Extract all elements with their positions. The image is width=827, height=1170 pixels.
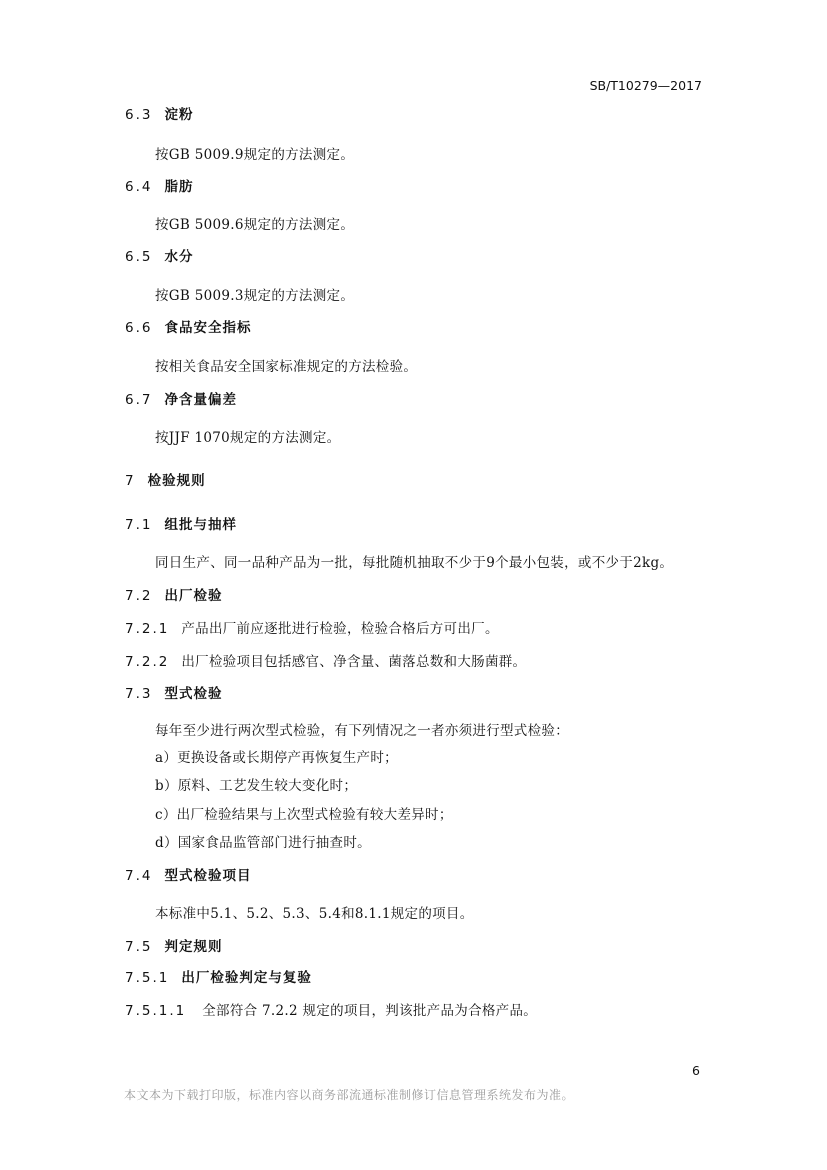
clause-7-2-1 (125, 617, 499, 637)
section-number: 7.5.1 (125, 970, 170, 986)
list-item: d）国家食品监管部门进行抽查时。 (155, 835, 371, 851)
heading-7-5-1 (125, 966, 312, 986)
section-number: 6.3 (125, 107, 153, 123)
section-title: 型式检验 (164, 686, 223, 702)
section-title: 组批与抽样 (164, 517, 237, 533)
section-number: 6.7 (125, 392, 153, 408)
paragraph-6-6: 按相关食品安全国家标准规定的方法检验。 (155, 359, 418, 375)
section-number: 7.2 (125, 588, 153, 604)
section-title: 脂肪 (164, 179, 194, 195)
section-number: 6.5 (125, 249, 153, 265)
section-title: 食品安全指标 (164, 320, 252, 336)
clause-number: 7.5.1.1 (125, 1003, 187, 1019)
section-title: 水分 (164, 249, 194, 265)
list-item: b）原料、工艺发生较大变化时； (155, 778, 358, 794)
standard-code: SB/T10279—2017 (589, 78, 702, 93)
heading-6-3 (125, 103, 193, 123)
section-title: 出厂检验 (164, 588, 223, 604)
section-title: 淀粉 (164, 107, 194, 123)
clause-text: 出厂检验项目包括感官、净含量、菌落总数和大肠菌群。 (181, 654, 527, 670)
heading-7-2 (125, 584, 222, 604)
clause-text: 产品出厂前应逐批进行检验，检验合格后方可出厂。 (181, 621, 499, 637)
heading-7-5 (125, 935, 222, 955)
section-title: 净含量偏差 (164, 392, 237, 408)
paragraph-6-7: 按JJF 1070规定的方法测定。 (155, 430, 341, 446)
clause-number: 7.2.2 (125, 654, 170, 670)
page-number: 6 (692, 1063, 700, 1078)
chapter-number: 7 (125, 473, 134, 489)
paragraph-7-3: 每年至少进行两次型式检验，有下列情况之一者亦须进行型式检验： (155, 723, 569, 739)
clause-7-2-2 (125, 650, 526, 670)
heading-7-1 (125, 513, 237, 533)
paragraph-6-4: 按GB 5009.6规定的方法测定。 (155, 217, 355, 233)
section-title: 型式检验项目 (164, 868, 252, 884)
section-title: 判定规则 (164, 939, 223, 955)
list-item: a）更换设备或长期停产再恢复生产时； (155, 750, 398, 766)
heading-7-3 (125, 682, 222, 702)
paragraph-6-3: 按GB 5009.9规定的方法测定。 (155, 147, 355, 163)
section-number: 7.4 (125, 868, 153, 884)
chapter-7-heading (125, 469, 206, 489)
section-number: 6.6 (125, 320, 153, 336)
list-item: c）出厂检验结果与上次型式检验有较大差异时； (155, 807, 453, 823)
section-title: 出厂检验判定与复验 (181, 970, 312, 986)
heading-6-4 (125, 175, 193, 195)
section-number: 7.1 (125, 517, 153, 533)
heading-7-4 (125, 864, 251, 884)
heading-6-5 (125, 245, 193, 265)
clause-text: 全部符合 7.2.2 规定的项目，判该批产品为合格产品。 (202, 1003, 538, 1019)
paragraph-7-4: 本标准中5.1、5.2、5.3、5.4和8.1.1规定的项目。 (155, 906, 474, 922)
chapter-title: 检验规则 (147, 473, 206, 489)
footer-disclaimer: 本文本为下载打印版，标准内容以商务部流通标准制修订信息管理系统发布为准。 (124, 1088, 575, 1102)
clause-7-5-1-1 (125, 999, 537, 1019)
clause-number: 7.2.1 (125, 621, 170, 637)
section-number: 7.5 (125, 939, 153, 955)
section-number: 7.3 (125, 686, 153, 702)
heading-6-7 (125, 388, 237, 408)
paragraph-6-5: 按GB 5009.3规定的方法测定。 (155, 288, 355, 304)
heading-6-6 (125, 316, 251, 336)
section-number: 6.4 (125, 179, 153, 195)
paragraph-7-1: 同日生产、同一品种产品为一批，每批随机抽取不少于9个最小包装，或不少于2kg。 (155, 555, 674, 571)
